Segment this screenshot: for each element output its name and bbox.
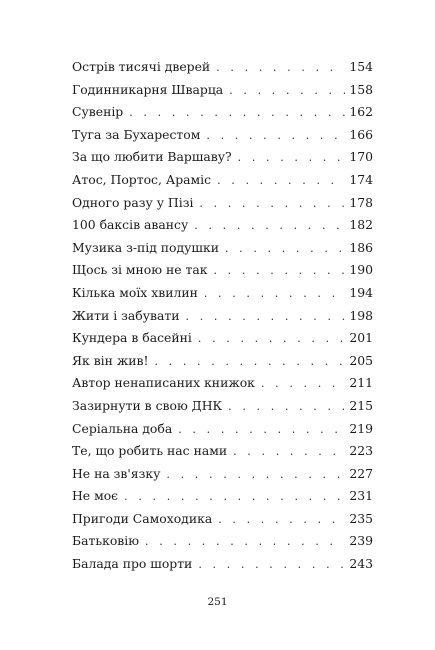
- dot-leader: [160, 464, 345, 487]
- toc-entry: [72, 508, 373, 531]
- toc-entry-page: 190: [349, 262, 373, 278]
- dot-leader: [193, 193, 345, 216]
- toc-entry: [72, 124, 373, 147]
- toc-entry: [72, 282, 373, 305]
- toc-entry-page: 166: [349, 126, 373, 142]
- toc-entry-title: Батьковію: [72, 533, 140, 549]
- toc-entry-page: 243: [349, 556, 373, 572]
- toc-entry-page: 219: [349, 420, 373, 436]
- toc-entry-page: 227: [349, 465, 373, 481]
- toc-entry-page: 186: [349, 239, 373, 255]
- toc-entry: [72, 350, 373, 373]
- dot-leader: [148, 351, 345, 374]
- toc-entry-page: 158: [349, 81, 373, 97]
- dot-leader: [118, 486, 345, 509]
- toc-entry-title: Щось зі мною не так: [72, 262, 208, 278]
- dot-leader: [210, 57, 345, 80]
- toc-entry-page: 215: [349, 397, 373, 413]
- dot-leader: [180, 306, 346, 329]
- toc-entry-page: 223: [349, 443, 373, 459]
- toc-entry-title: Балада про шорти: [72, 556, 193, 572]
- toc-entry: [72, 372, 373, 395]
- toc-entry-title: Сувенір: [72, 104, 124, 120]
- toc-entry-page: 231: [349, 488, 373, 504]
- dot-leader: [188, 215, 345, 238]
- toc-entry-title: Як він жив!: [72, 352, 149, 368]
- toc-entry-title: Зазирнути в свою ДНК: [72, 397, 223, 413]
- toc-entry: [72, 56, 373, 79]
- toc-entry-title: Кундера в басейні: [72, 330, 192, 346]
- toc-entry: [72, 146, 373, 169]
- toc-entry: [72, 101, 373, 124]
- toc-entry: [72, 169, 373, 192]
- toc-entry: [72, 214, 373, 237]
- toc-entry-page: 205: [349, 352, 373, 368]
- toc-entry-title: Автор ненаписаних книжок: [72, 375, 255, 391]
- toc-entry-page: 235: [349, 510, 373, 526]
- toc-entry: [72, 485, 373, 508]
- toc-entry-page: 154: [349, 59, 373, 74]
- toc-entry-title: За що любити Варшаву?: [72, 149, 232, 165]
- dot-leader: [207, 260, 345, 283]
- dot-leader: [222, 396, 345, 419]
- toc-entry: [72, 237, 373, 260]
- toc-entry-title: Годинникарня Шварца: [72, 81, 224, 97]
- table-of-contents: [72, 56, 373, 576]
- dot-leader: [192, 554, 345, 577]
- dot-leader: [223, 80, 345, 103]
- toc-entry-page: 194: [349, 284, 373, 300]
- toc-entry-title: Кілька моїх хвилин: [72, 284, 198, 300]
- page-number: 251: [207, 596, 228, 608]
- toc-entry-title: 100 баксів авансу: [72, 217, 189, 233]
- dot-leader: [200, 125, 345, 148]
- toc-entry-page: 174: [349, 171, 373, 187]
- dot-leader: [232, 147, 346, 170]
- dot-leader: [172, 419, 345, 442]
- toc-entry-title: Жити і забувати: [72, 307, 180, 323]
- toc-entry: [72, 440, 373, 463]
- toc-entry-title: Одного разу у Пізі: [72, 194, 194, 210]
- toc-entry: [72, 418, 373, 441]
- toc-entry: [72, 259, 373, 282]
- dot-leader: [211, 170, 345, 193]
- toc-entry-title: Атос, Портос, Араміс: [72, 171, 212, 187]
- toc-entry: [72, 553, 373, 576]
- toc-entry-title: Туга за Бухарестом: [72, 126, 201, 142]
- toc-entry-page: 178: [349, 194, 373, 210]
- dot-leader: [212, 509, 345, 532]
- dot-leader: [192, 328, 345, 351]
- toc-entry: [72, 192, 373, 215]
- dot-leader: [198, 283, 346, 306]
- toc-entry-page: 170: [349, 149, 373, 165]
- toc-entry-title: Не на зв'язку: [72, 465, 161, 481]
- dot-leader: [255, 373, 345, 396]
- toc-entry-page: 162: [349, 104, 373, 120]
- dot-leader: [219, 238, 345, 261]
- dot-leader: [139, 531, 345, 554]
- toc-entry-page: 239: [349, 533, 373, 549]
- toc-entry-title: Пригоди Самоходика: [72, 510, 213, 526]
- toc-entry-page: 201: [349, 330, 373, 346]
- toc-entry: [72, 79, 373, 102]
- toc-entry: [72, 395, 373, 418]
- toc-entry-title: Те, що робить нас нами: [72, 443, 228, 459]
- dot-leader: [123, 102, 345, 125]
- toc-entry-title: Не моє: [72, 488, 119, 504]
- toc-entry-page: 198: [349, 307, 373, 323]
- toc-entry: [72, 530, 373, 553]
- toc-entry-page: 211: [349, 375, 373, 391]
- toc-entry-title: Серіальна доба: [72, 420, 173, 436]
- toc-entry: [72, 463, 373, 486]
- toc-entry: [72, 305, 373, 328]
- toc-entry-title: Острів тисячі дверей: [72, 59, 211, 74]
- toc-entry: [72, 327, 373, 350]
- dot-leader: [227, 441, 345, 464]
- toc-entry-title: Музика з-під подушки: [72, 239, 219, 255]
- toc-entry-page: 182: [349, 217, 373, 233]
